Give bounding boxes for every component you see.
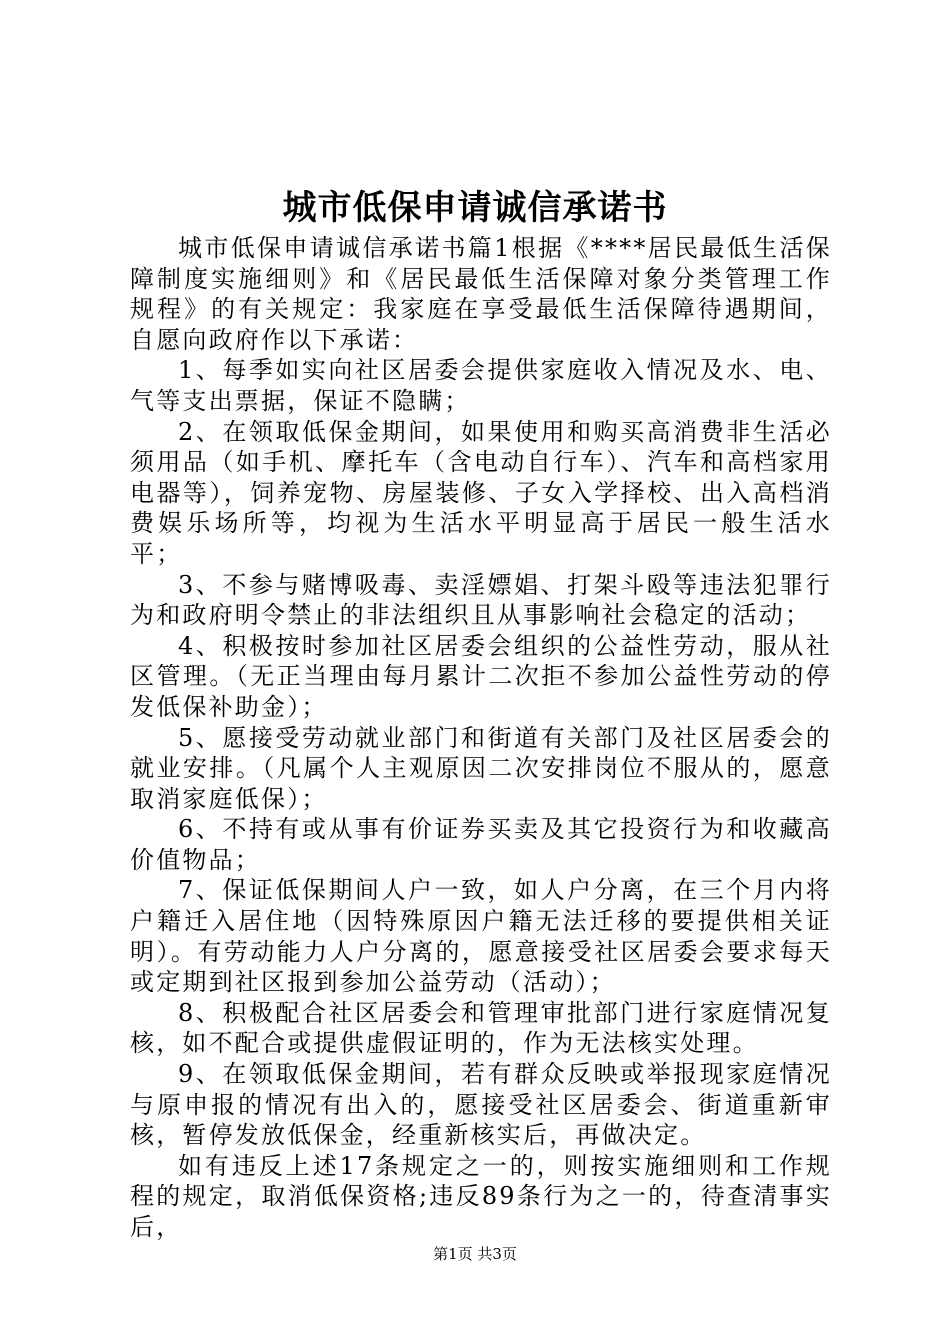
paragraph-item-2: 2、在领取低保金期间，如果使用和购买高消费非生活必须用品（如手机、摩托车（含电动自行车）、汽车和高档家用电器等），饲养宠物、房屋装修、子女入学择校、出入高档消费娱乐场所等，均视为生活水平明显高于居民一般生活水平； [130,417,832,568]
paragraph-closing: 如有违反上述17条规定之一的，则按实施细则和工作规程的规定，取消低保资格;违反89条行为之一的，待查清事实后， [130,1151,832,1241]
paragraph-item-8: 8、积极配合社区居委会和管理审批部门进行家庭情况复核，如不配合或提供虚假证明的，作为无法核实处理。 [130,998,832,1058]
paragraph-intro: 城市低保申请诚信承诺书篇1根据《****居民最低生活保障制度实施细则》和《居民最低生活保障对象分类管理工作规程》的有关规定：我家庭在享受最低生活保障待遇期间，自愿向政府作以下承诺： [130,234,832,354]
document-body [130,233,832,1243]
paragraph-item-6: 6、不持有或从事有价证券买卖及其它投资行为和收藏高价值物品； [130,815,832,874]
paragraph-item-1: 1、每季如实向社区居委会提供家庭收入情况及水、电、气等支出票据，保证不隐瞒； [130,356,832,415]
paragraph-item-7: 7、保证低保期间人户一致，如人户分离，在三个月内将户籍迁入居住地（因特殊原因户籍无法迁移的要提供相关证明）。有劳动能力人户分离的，愿意接受社区居委会要求每天或定期到社区报到参加公益劳动（活动）； [130,876,832,997]
document-title: 城市低保申请诚信承诺书 [282,188,668,228]
paragraph-item-9: 9、在领取低保金期间，若有群众反映或举报现家庭情况与原申报的情况有出入的，愿接受社区居委会、街道重新审核，暂停发放低保金，经重新核实后，再做决定。 [130,1060,832,1150]
paragraph-item-4: 4、积极按时参加社区居委会组织的公益性劳动，服从社区管理。（无正当理由每月累计二次拒不参加公益性劳动的停发低保补助金）； [130,631,832,721]
page-footer: 第1页 共3页 [433,1245,517,1263]
paragraph-item-3: 3、不参与赌博吸毒、卖淫嫖娼、打架斗殴等违法犯罪行为和政府明令禁止的非法组织且从事影响社会稳定的活动； [130,570,832,630]
paragraph-item-5: 5、愿接受劳动就业部门和街道有关部门及社区居委会的就业安排。（凡属个人主观原因二次安排岗位不服从的，愿意取消家庭低保）； [130,723,832,813]
